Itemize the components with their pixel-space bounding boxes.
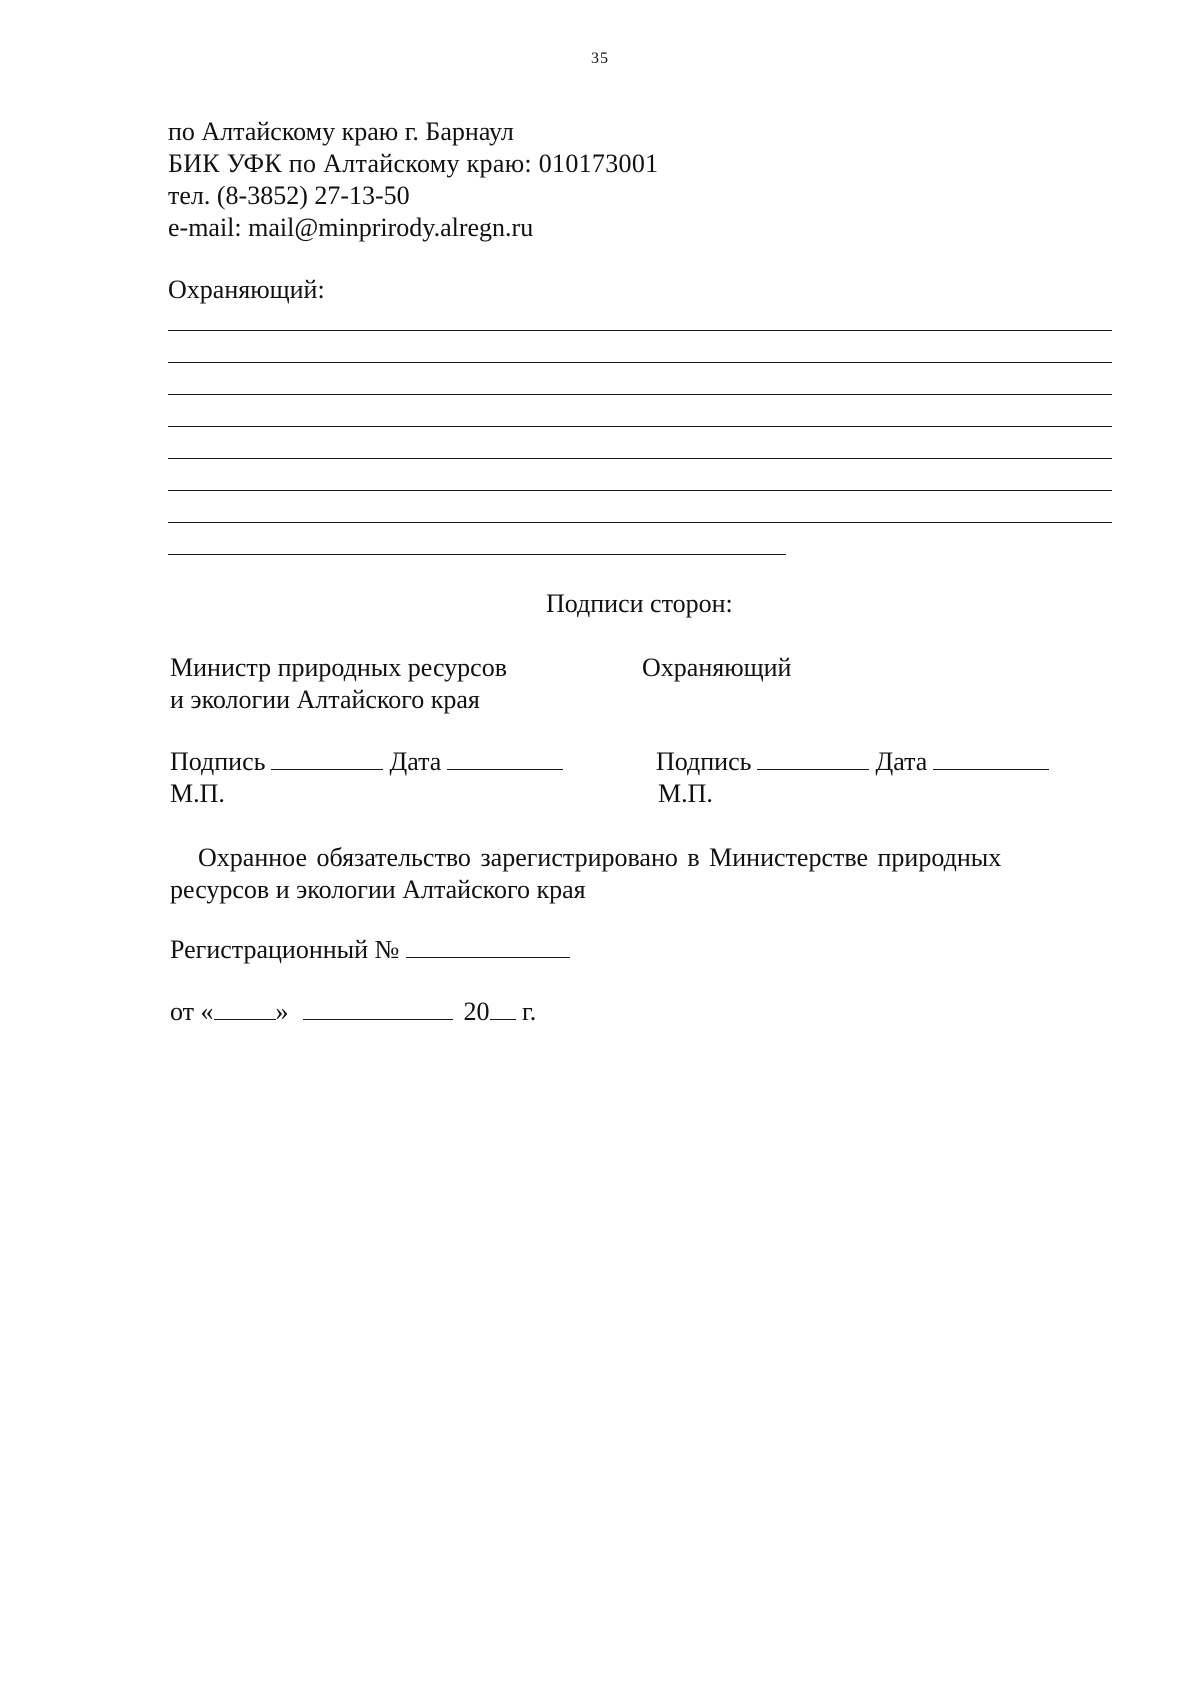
guardian-label: Охраняющий: bbox=[168, 275, 325, 304]
guardian-blank-line-6[interactable] bbox=[168, 490, 1112, 491]
guardian-blank-line-1[interactable] bbox=[168, 330, 1112, 331]
guardian-blank-line-5[interactable] bbox=[168, 458, 1112, 459]
registration-day-field[interactable] bbox=[214, 997, 276, 1020]
date-open-prefix: от « bbox=[170, 997, 214, 1026]
date-close-quote: » bbox=[275, 997, 289, 1026]
guardian-blank-line-3[interactable] bbox=[168, 394, 1112, 395]
guardian-title: Охраняющий bbox=[642, 653, 792, 682]
registration-month-field[interactable] bbox=[303, 997, 453, 1020]
guardian-blank-line-2[interactable] bbox=[168, 362, 1112, 363]
guardian-signature-row bbox=[656, 746, 1055, 777]
registration-date-row bbox=[170, 996, 536, 1027]
minister-signature-row bbox=[170, 746, 569, 777]
guardian-blank-line-7[interactable] bbox=[168, 522, 1112, 523]
guardian-signature-field[interactable] bbox=[757, 747, 869, 770]
year-suffix: г. bbox=[522, 997, 537, 1026]
address-line: по Алтайскому краю г. Барнаул bbox=[168, 117, 514, 146]
registration-note-line2: ресурсов и экологии Алтайского края bbox=[170, 875, 586, 904]
registration-note-line1: Охранное обязательство зарегистрировано в Министерстве природных bbox=[198, 843, 1002, 872]
minister-date-field[interactable] bbox=[447, 747, 563, 770]
minister-signature-field[interactable] bbox=[271, 747, 383, 770]
guardian-stamp-label: М.П. bbox=[658, 779, 713, 808]
signature-label: Подпись bbox=[656, 747, 752, 776]
guardian-blank-line-4[interactable] bbox=[168, 426, 1112, 427]
signatures-heading: Подписи сторон: bbox=[546, 589, 733, 618]
page-number: 35 bbox=[591, 50, 609, 67]
minister-stamp-label: М.П. bbox=[170, 779, 225, 808]
bik-line: БИК УФК по Алтайскому краю: 010173001 bbox=[168, 149, 659, 178]
minister-title-line2: и экологии Алтайского края bbox=[170, 685, 480, 714]
minister-title-line1: Министр природных ресурсов bbox=[170, 653, 507, 682]
registration-number-label: Регистрационный № bbox=[170, 935, 400, 964]
date-label: Дата bbox=[875, 747, 928, 776]
guardian-date-field[interactable] bbox=[933, 747, 1049, 770]
registration-year-field[interactable] bbox=[490, 997, 516, 1020]
email-line: e-mail: mail@minprirody.alregn.ru bbox=[168, 213, 534, 242]
guardian-blank-line-8[interactable] bbox=[168, 554, 786, 555]
phone-line: тел. (8-3852) 27-13-50 bbox=[168, 181, 410, 210]
date-label: Дата bbox=[389, 747, 442, 776]
registration-number-field[interactable] bbox=[406, 935, 570, 958]
signature-label: Подпись bbox=[170, 747, 266, 776]
registration-number-row bbox=[170, 934, 570, 965]
year-prefix: 20 bbox=[463, 997, 490, 1026]
